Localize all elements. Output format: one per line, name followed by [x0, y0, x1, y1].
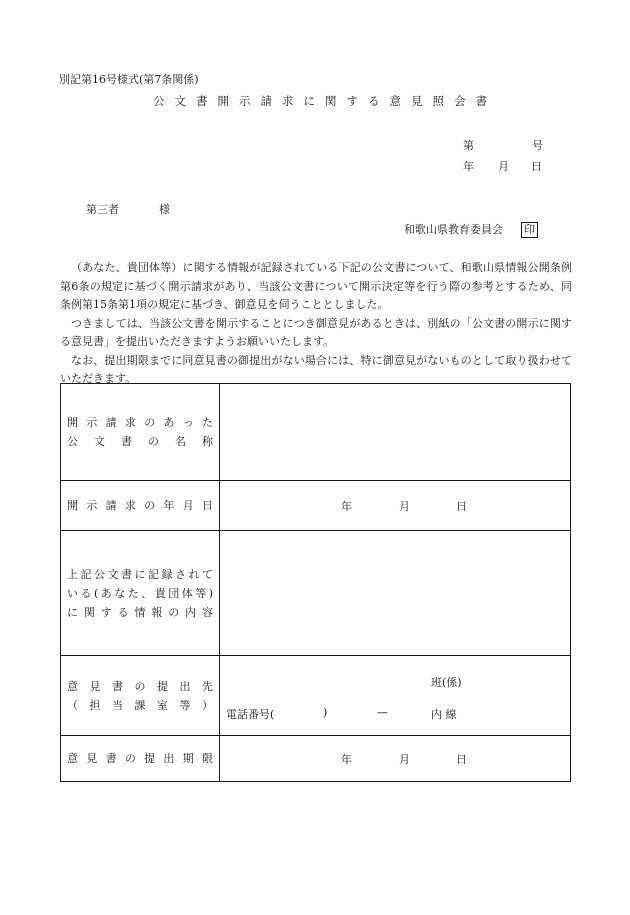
- seal-mark: 印: [521, 222, 538, 238]
- inquiry-table: [60, 383, 571, 782]
- field-information-content[interactable]: [220, 531, 571, 656]
- table-row: [61, 656, 571, 736]
- request-month: 月: [399, 499, 410, 513]
- extension-label: 内 線: [431, 708, 457, 721]
- number-prefix: 第: [463, 139, 474, 152]
- phone-dash: —: [377, 706, 388, 719]
- request-day: 日: [456, 499, 467, 513]
- number-suffix: 号: [532, 139, 543, 152]
- table-row: [61, 384, 571, 481]
- table-row: [61, 736, 571, 782]
- addressee-line: [86, 201, 170, 217]
- date-month: 月: [498, 160, 509, 173]
- addressee-honorific: 様: [159, 203, 170, 216]
- issuer-line: [404, 221, 538, 238]
- document-title: 公文書開示請求に関する意見照会書: [153, 94, 497, 108]
- deadline-day: 日: [456, 752, 467, 766]
- label-document-name: 開示請求のあった 公文書の名称: [61, 384, 220, 481]
- body-paragraph: つきましては、当該公文書を開示することにつき御意見があるときは、別紙の「公文書の開示に関する意見書」を提出いただきますようお願いいたします。: [60, 316, 572, 348]
- phone-label: 電話番号(: [226, 708, 275, 721]
- addressee-name: 第三者: [86, 203, 119, 216]
- table-row: [61, 531, 571, 656]
- body-text: [60, 259, 572, 389]
- label-submission-deadline: 意見書の提出期限: [61, 736, 220, 782]
- field-submission-destination[interactable]: [220, 656, 571, 736]
- table-row: [61, 481, 571, 531]
- body-paragraph: なお、提出期限までに同意見書の御提出がない場合には、特に御意見がないものとして取り扱わせていただきます。: [60, 353, 572, 385]
- form-number-label: 別記第16号様式(第7条関係): [59, 73, 199, 86]
- label-submission-destination: 意見書の提出先 （担当課室等）: [61, 656, 220, 736]
- date-year: 年: [463, 160, 474, 173]
- request-year: 年: [341, 499, 352, 513]
- body-paragraph: （あなた、貴団体等）に関する情報が記録されている下記の公文書について、和歌山県情報公開条例第6条の規定に基づく開示請求があり、当該公文書について開示決定等を行う際の参考とするため、同条例第15条第1項の規定に基づき、御意見を伺うこととしました。: [60, 261, 572, 311]
- document-date-line: [463, 158, 542, 174]
- phone-paren-close: ): [323, 706, 328, 719]
- section-label: 班(係): [431, 676, 462, 689]
- label-request-date: 開示請求の年月日: [61, 481, 220, 531]
- field-request-date[interactable]: [220, 481, 571, 531]
- deadline-month: 月: [399, 752, 410, 766]
- field-submission-deadline[interactable]: [220, 736, 571, 782]
- document-number-line: [463, 137, 543, 153]
- issuer-name: 和歌山県教育委員会: [404, 223, 503, 236]
- deadline-year: 年: [341, 752, 352, 766]
- date-day: 日: [531, 160, 542, 173]
- label-information-content: 上記公文書に記録されて いる(あなた、貴団体等) に関する情報の内容: [61, 531, 220, 656]
- field-document-name[interactable]: [220, 384, 571, 481]
